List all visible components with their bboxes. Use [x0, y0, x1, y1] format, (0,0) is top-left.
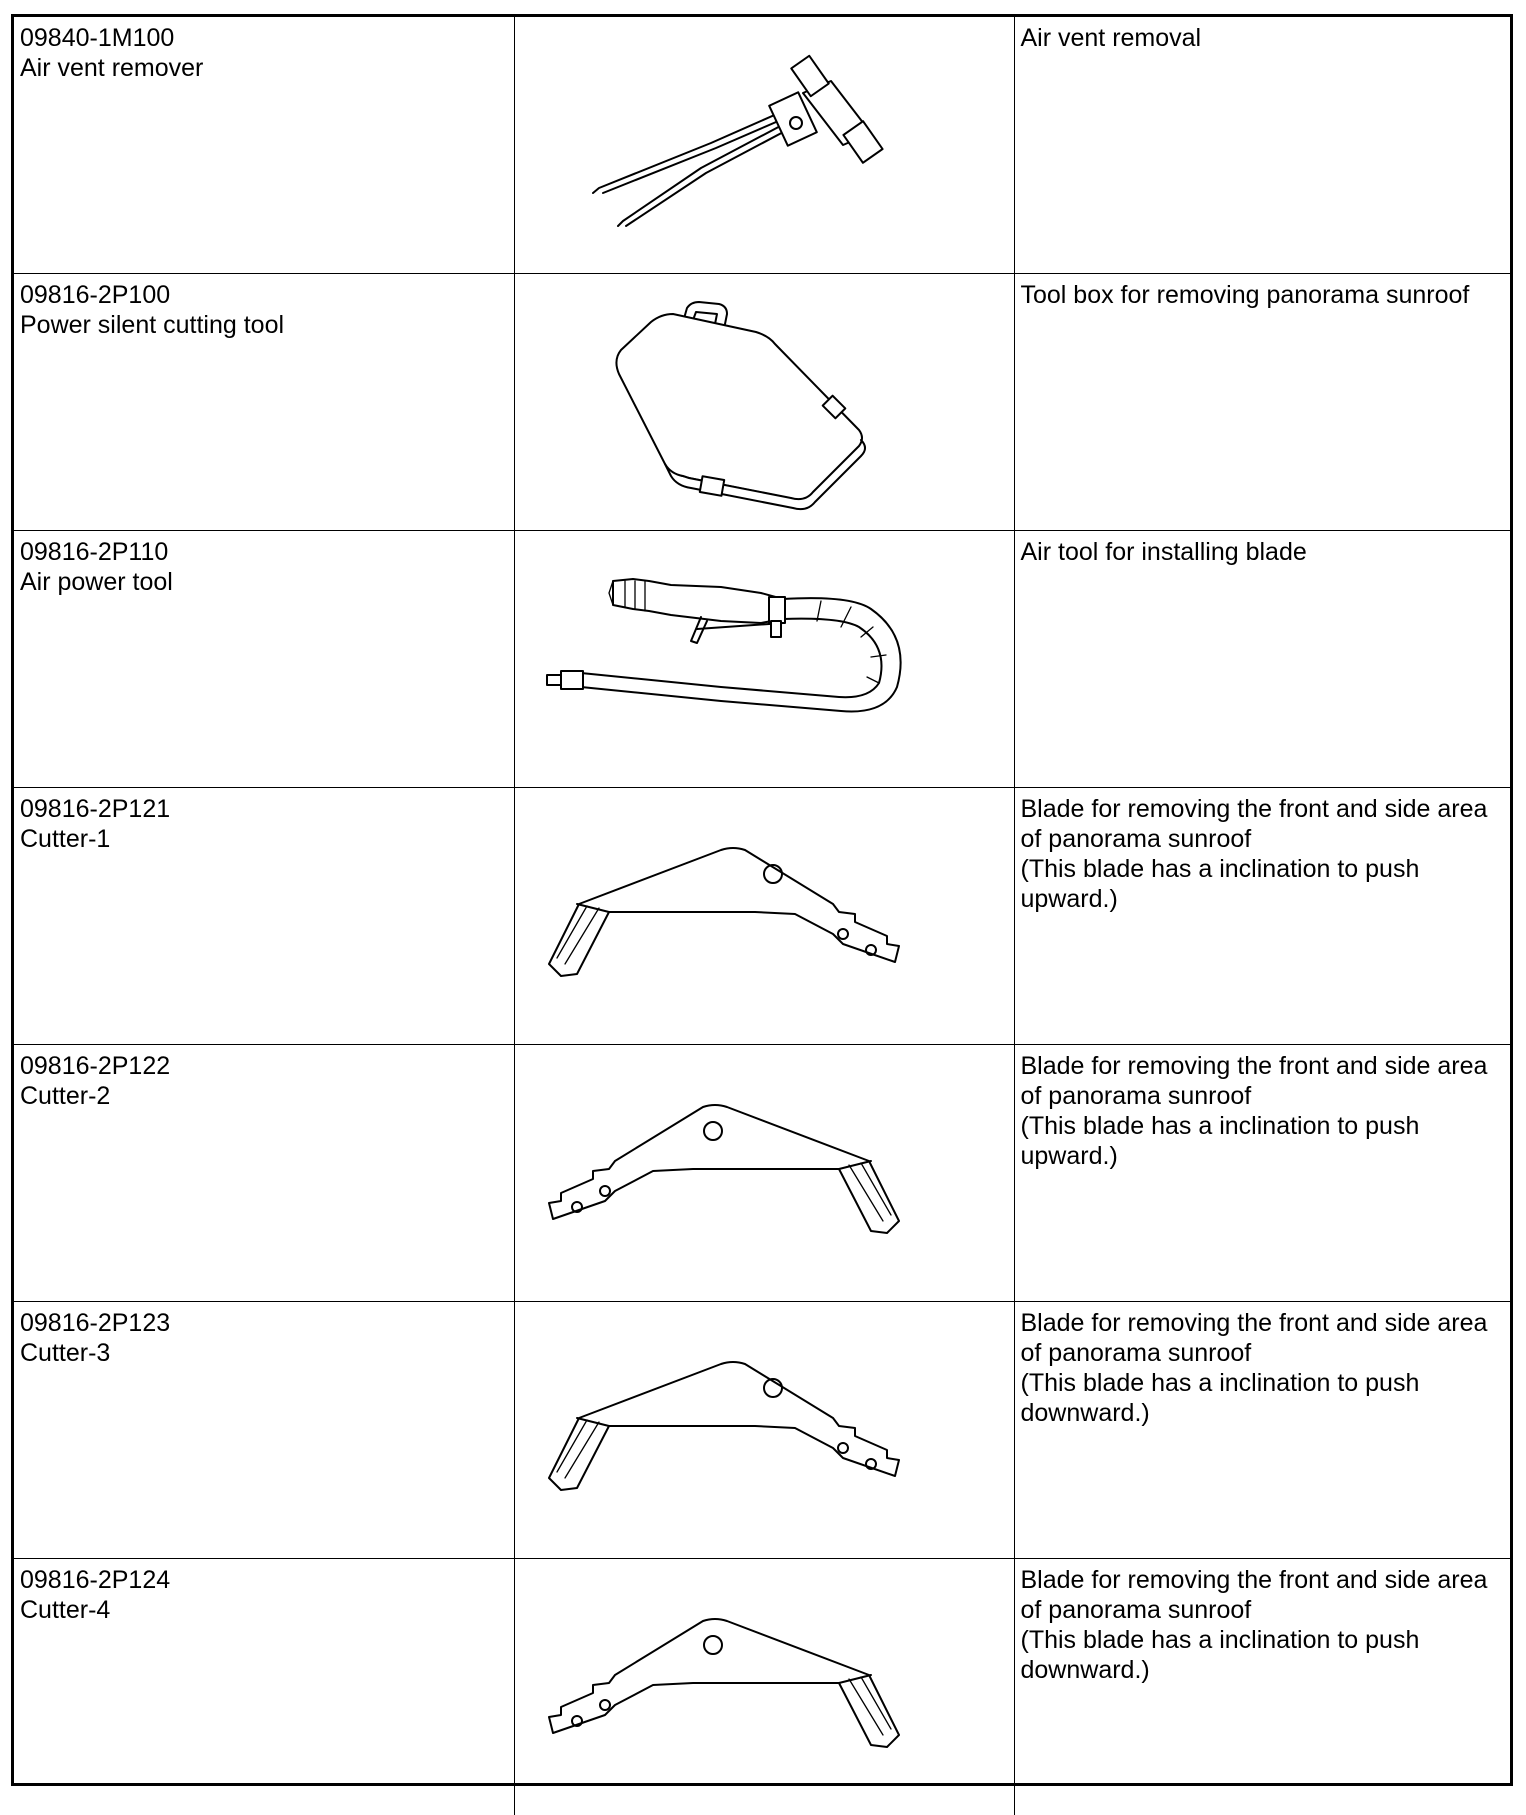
table-row [14, 531, 1510, 788]
part-number: 09816-2P110 [20, 537, 508, 567]
tool-illustration-cell [514, 17, 1014, 274]
special-tools-sheet [11, 14, 1513, 1786]
tool-name-cell [14, 274, 514, 531]
description-line: Air vent removal [1021, 23, 1505, 53]
description-line: of panorama sunroof [1021, 824, 1505, 854]
tool-description-cell [1014, 1559, 1510, 1815]
cutter-blade-illustration [521, 1308, 1021, 1558]
tool-illustration-cell [514, 1302, 1014, 1559]
description-line: upward.) [1021, 884, 1505, 914]
table-row [14, 1302, 1510, 1559]
tool-illustration-cell [514, 788, 1014, 1045]
part-number: 09816-2P123 [20, 1308, 508, 1338]
description-line: Blade for removing the front and side area [1021, 794, 1505, 824]
tool-name: Air vent remover [20, 53, 508, 83]
description-line: (This blade has a inclination to push [1021, 1625, 1505, 1655]
part-number: 09816-2P122 [20, 1051, 508, 1081]
air-vent-remover-illustration [521, 23, 1021, 273]
table-row [14, 788, 1510, 1045]
description-line: Tool box for removing panorama sunroof [1021, 280, 1505, 310]
description-line: upward.) [1021, 1141, 1505, 1171]
description-line: of panorama sunroof [1021, 1081, 1505, 1111]
tool-name: Cutter-2 [20, 1081, 508, 1111]
tool-name: Air power tool [20, 567, 508, 597]
description-line: (This blade has a inclination to push [1021, 1111, 1505, 1141]
table-row [14, 1045, 1510, 1302]
part-number: 09816-2P121 [20, 794, 508, 824]
description-line: of panorama sunroof [1021, 1338, 1505, 1368]
part-number: 09816-2P124 [20, 1565, 508, 1595]
table-row [14, 274, 1510, 531]
description-line: Blade for removing the front and side area [1021, 1565, 1505, 1595]
part-number: 09816-2P100 [20, 280, 508, 310]
tool-illustration-cell [514, 1045, 1014, 1302]
tool-description-cell [1014, 1045, 1510, 1302]
tool-name-cell [14, 1302, 514, 1559]
description-line: downward.) [1021, 1398, 1505, 1428]
tool-name: Cutter-3 [20, 1338, 508, 1368]
table-row [14, 17, 1510, 274]
description-line: downward.) [1021, 1655, 1505, 1685]
tool-description-cell [1014, 274, 1510, 531]
tool-description-cell [1014, 1302, 1510, 1559]
tool-name-cell [14, 1559, 514, 1815]
cutter-blade-illustration [521, 794, 1021, 1044]
part-number: 09840-1M100 [20, 23, 508, 53]
tool-illustration-cell [514, 1559, 1014, 1815]
description-line: (This blade has a inclination to push [1021, 854, 1505, 884]
table-row [14, 1559, 1510, 1815]
description-line: Blade for removing the front and side area [1021, 1308, 1505, 1338]
tool-description-cell [1014, 531, 1510, 788]
tool-name: Cutter-1 [20, 824, 508, 854]
cutter-blade-illustration [521, 1051, 1021, 1301]
tool-illustration-cell [514, 274, 1014, 531]
tool-box-illustration [521, 280, 1021, 530]
special-tools-table [14, 17, 1510, 1815]
cutter-blade-illustration [521, 1565, 1021, 1815]
tool-name-cell [14, 1045, 514, 1302]
tool-name-cell [14, 788, 514, 1045]
tool-description-cell [1014, 17, 1510, 274]
description-line: Blade for removing the front and side area [1021, 1051, 1505, 1081]
tool-description-cell [1014, 788, 1510, 1045]
tool-name: Power silent cutting tool [20, 310, 508, 340]
tool-illustration-cell [514, 531, 1014, 788]
air-power-tool-illustration [521, 537, 1021, 787]
description-line: Air tool for installing blade [1021, 537, 1505, 567]
tool-name-cell [14, 531, 514, 788]
description-line: (This blade has a inclination to push [1021, 1368, 1505, 1398]
tool-name: Cutter-4 [20, 1595, 508, 1625]
description-line: of panorama sunroof [1021, 1595, 1505, 1625]
tool-name-cell [14, 17, 514, 274]
